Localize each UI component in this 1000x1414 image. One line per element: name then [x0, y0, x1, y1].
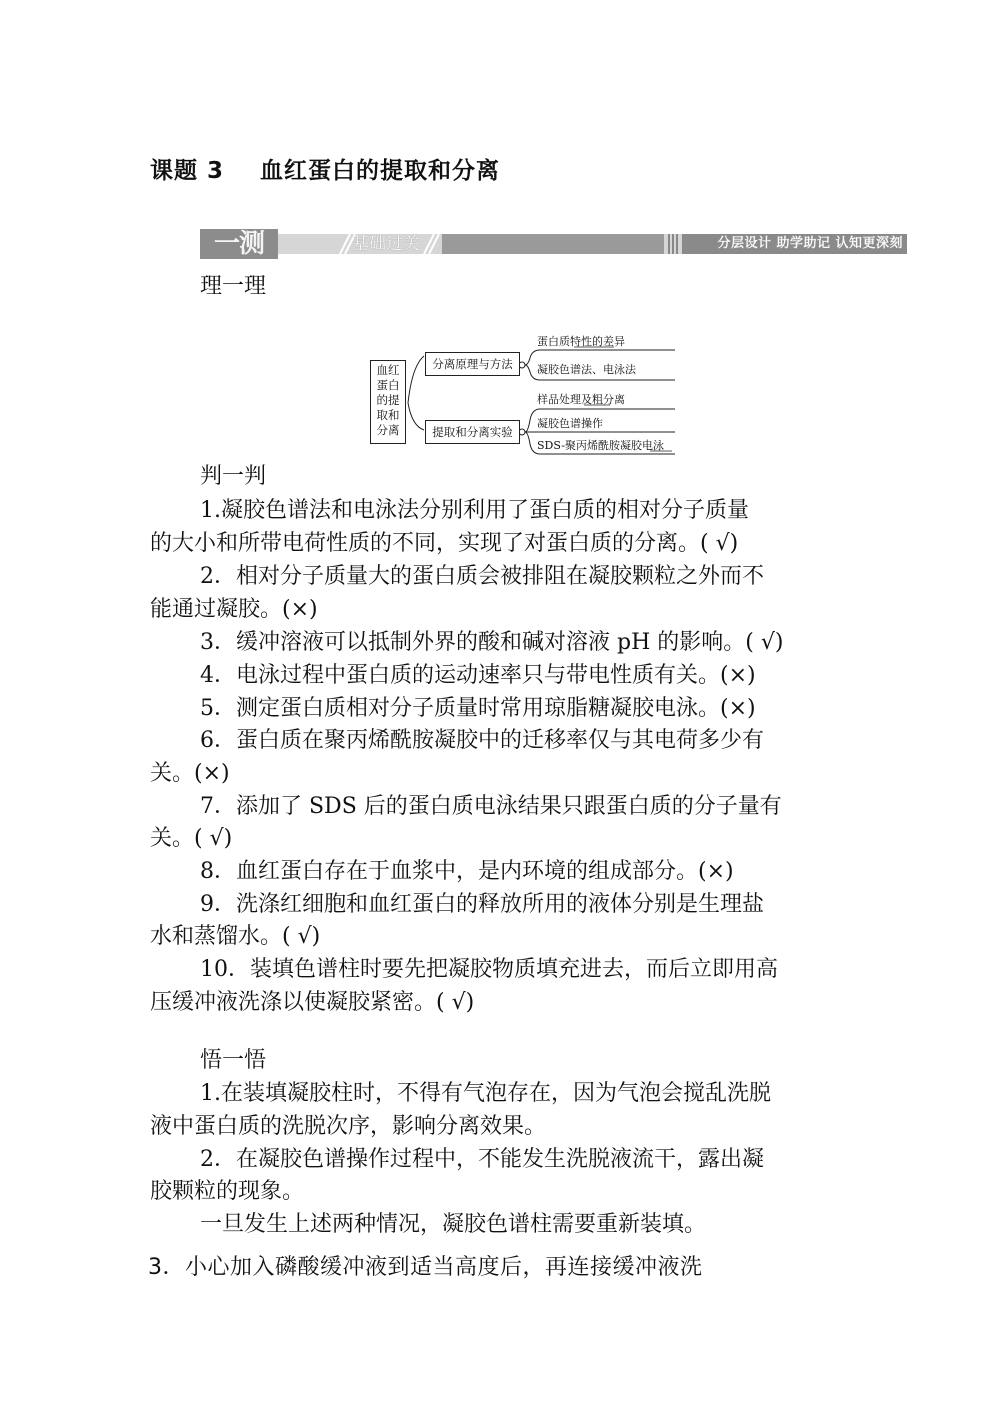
judge-item-6-line1: 6．蛋白质在聚丙烯酰胺凝胶中的迁移率仅与其电荷多少有 [200, 728, 764, 753]
reflect-item-2-line2: 胶颗粒的现象。 [150, 1179, 305, 1204]
judge-item-9-line1: 9．洗涤红细胞和血红蛋白的释放所用的液体分别是生理盐 [200, 892, 764, 917]
root-line: 取和 [376, 408, 400, 422]
concept-map-leaf: 蛋白质特性的差异 [537, 335, 625, 348]
root-line: 蛋白 [376, 378, 400, 392]
concept-map-branch-experiment: 提取和分离实验 [425, 420, 520, 444]
reflect-extra-line: 3．小心加入磷酸缓冲液到适当高度后，再连接缓冲液洗 [148, 1255, 703, 1280]
root-line: 的提 [376, 393, 400, 407]
judge-item-7-line2: 关。( √) [150, 826, 233, 851]
judge-item-1-line1: 1.凝胶色谱法和电泳法分别利用了蛋白质的相对分子质量 [200, 498, 749, 523]
reflect-item-1-line2: 液中蛋白质的洗脱次序，影响分离效果。 [150, 1114, 547, 1139]
judge-item-8: 8．血红蛋白存在于血浆中，是内环境的组成部分。(×) [200, 859, 734, 884]
judge-item-9-line2: 水和蒸馏水。( √) [150, 924, 321, 949]
reflect-item-2-line1: 2．在凝胶色谱操作过程中，不能发生洗脱液流干，露出凝 [200, 1147, 764, 1172]
judge-item-7-line1: 7．添加了 SDS 后的蛋白质电泳结果只跟蛋白质的分子量有 [200, 794, 782, 819]
judge-item-4: 4．电泳过程中蛋白质的运动速率只与带电性质有关。(×) [200, 663, 756, 688]
concept-map-branch-principle: 分离原理与方法 [425, 352, 520, 376]
vertical-bars-icon [666, 234, 682, 254]
concept-map-root [370, 360, 406, 444]
double-slash-icon [422, 234, 442, 254]
reflect-item-1-line1: 1.在装填凝胶柱时，不得有气泡存在，因为气泡会搅乱洗脱 [200, 1081, 771, 1106]
reflect-item-3: 一旦发生上述两种情况，凝胶色谱柱需要重新装填。 [200, 1212, 707, 1237]
page-title: 课题 3 血红蛋白的提取和分离 [150, 158, 501, 184]
judge-item-10-line1: 10．装填色谱柱时要先把凝胶物质填充进去，而后立即用高 [200, 957, 778, 982]
judge-item-2-line1: 2．相对分子质量大的蛋白质会被排阻在凝胶颗粒之外而不 [200, 564, 764, 589]
judge-item-3: 3．缓冲溶液可以抵制外界的酸和碱对溶液 pH 的影响。( √) [200, 630, 784, 655]
judge-item-1-line2: 的大小和所带电荷性质的不同，实现了对蛋白质的分离。( √) [150, 531, 739, 556]
judge-item-10-line2: 压缓冲液洗涤以使凝胶紧密。( √) [150, 990, 475, 1015]
concept-map-leaf: 凝胶色谱法、电泳法 [537, 363, 636, 376]
banner-label: 一测 [200, 229, 278, 259]
section-banner [200, 229, 907, 259]
banner-subtitle: 基础过关 [352, 234, 420, 254]
section-heading-organize: 理一理 [200, 274, 267, 299]
judge-item-5: 5．测定蛋白质相对分子质量时常用琼脂糖凝胶电泳。(×) [200, 696, 756, 721]
root-line: 分离 [376, 423, 400, 437]
concept-map-leaf: 样品处理及粗分离 [537, 393, 625, 406]
judge-item-6-line2: 关。(×) [150, 761, 230, 786]
section-heading-reflect: 悟一悟 [200, 1048, 267, 1073]
judge-item-2-line2: 能通过凝胶。(×) [150, 597, 318, 622]
banner-tagline: 分层设计 助学助记 认知更深刻 [682, 234, 907, 254]
concept-map-leaf: SDS-聚丙烯酰胺凝胶电泳 [537, 439, 665, 452]
concept-map [370, 328, 680, 458]
banner-bar [442, 234, 664, 254]
concept-map-leaf: 凝胶色谱操作 [537, 417, 603, 430]
root-line: 血红 [376, 363, 400, 377]
section-heading-judge: 判一判 [200, 464, 267, 489]
